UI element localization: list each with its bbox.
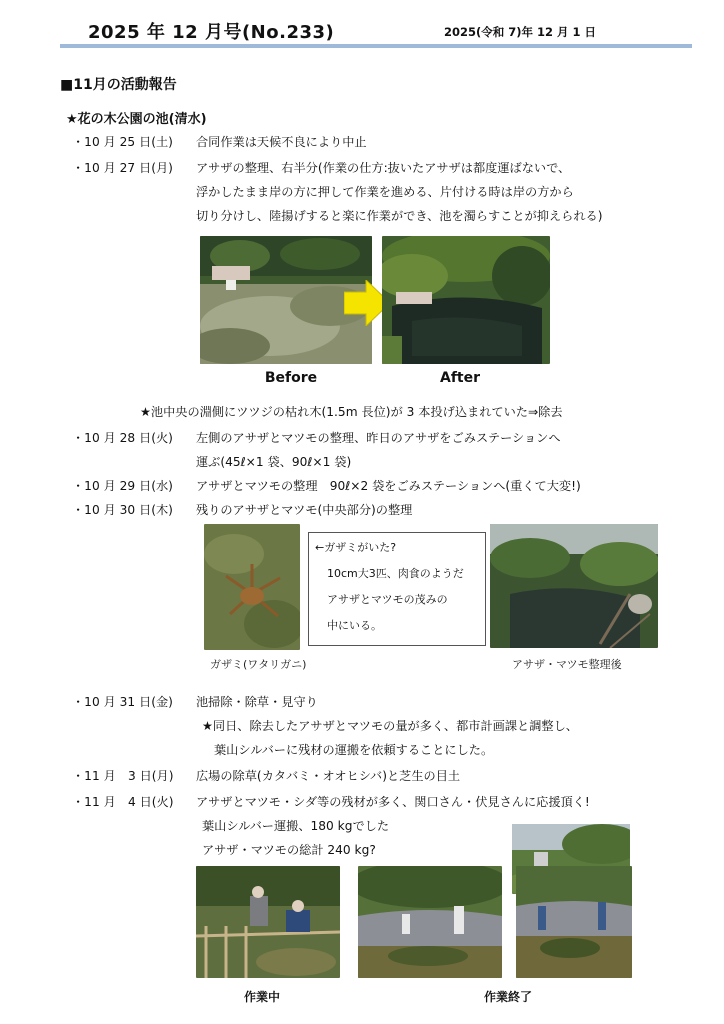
crab-note-box <box>308 532 486 646</box>
finished-photo-2 <box>516 866 632 978</box>
finished-caption: 作業終了 <box>483 990 532 1004</box>
header-divider <box>60 44 692 48</box>
entry-note: 葉山シルバーに残材の運搬を依頼することにした。 <box>214 743 494 757</box>
section-title: ■11月の活動報告 <box>60 77 177 93</box>
entry-date: ・11 月 4 日(火) <box>72 795 174 809</box>
entry-text: 残りのアサザとマツモ(中央部分)の整理 <box>196 503 413 517</box>
crab-note-line: 10cm大3匹、肉食のようだ <box>327 567 464 580</box>
entry-text: 葉山シルバー運搬、180 kgでした <box>202 819 390 833</box>
working-caption: 作業中 <box>243 990 280 1004</box>
entry-date: ・10 月 31 日(金) <box>72 695 173 709</box>
entry-text: 切り分けし、陸揚げすると楽に作業ができ、池を濁らすことが抑えられる) <box>196 209 603 223</box>
entry-text: 合同作業は天候不良により中止 <box>196 135 367 149</box>
crab-photo <box>204 524 300 650</box>
entry-note: ★同日、除去したアサザとマツモの量が多く、都市計画課と調整し、 <box>202 719 578 733</box>
entry-date: ・11 月 3 日(月) <box>72 769 174 783</box>
entry-text: 運ぶ(45ℓ×1 袋、90ℓ×1 袋) <box>196 455 352 469</box>
crab-note-line: ←ガザミがいた? <box>315 541 397 554</box>
entry-text: アサザ・マツモの総計 240 kg? <box>202 843 376 857</box>
entry-date: ・10 月 30 日(木) <box>72 503 173 517</box>
finished-photo-1 <box>358 866 502 978</box>
cleaned-pond-caption: アサザ・マツモ整理後 <box>512 658 622 671</box>
entry-text: アサザとマツモの整理 90ℓ×2 袋をごみステーションへ(重くて大変!) <box>196 479 581 493</box>
cleaned-pond-photo <box>490 524 658 648</box>
subsection-title: ★花の木公園の池(清水) <box>66 112 207 127</box>
entry-text: 池掃除・除草・見守り <box>196 695 318 709</box>
entry-text: 左側のアサザとマツモの整理、昨日のアサザをごみステーションへ <box>196 431 561 445</box>
newsletter-issue: 2025 年 12 月号(No.233) <box>88 22 335 43</box>
crab-caption: ガザミ(ワタリガニ) <box>210 658 307 671</box>
crab-note-line: 中にいる。 <box>327 619 382 632</box>
entry-date: ・10 月 27 日(月) <box>72 161 173 175</box>
after-caption: After <box>439 370 481 386</box>
pond-note: ★池中央の淵側にツツジの枯れ木(1.5m 長位)が 3 本投げ込まれていた⇒除去 <box>140 405 563 419</box>
entry-date: ・10 月 25 日(土) <box>72 135 173 149</box>
crab-note-line: アサザとマツモの茂みの <box>327 593 448 606</box>
entry-text: 浮かしたまま岸の方に押して作業を進める、片付ける時は岸の方から <box>196 185 574 199</box>
issue-date: 2025(令和 7)年 12 月 1 日 <box>444 25 597 39</box>
before-caption: Before <box>264 370 318 386</box>
entry-date: ・10 月 29 日(水) <box>72 479 173 493</box>
entry-text: アサザとマツモ・シダ等の残材が多く、関口さん・伏見さんに応援頂く! <box>196 795 590 809</box>
entry-date: ・10 月 28 日(火) <box>72 431 173 445</box>
entry-text: 広場の除草(カタバミ・オオヒシバ)と芝生の目土 <box>196 769 461 783</box>
working-photo <box>196 866 340 978</box>
after-photo <box>382 236 550 364</box>
entry-text: アサザの整理、右半分(作業の仕方:抜いたアサザは都度運ばないで、 <box>196 161 571 175</box>
